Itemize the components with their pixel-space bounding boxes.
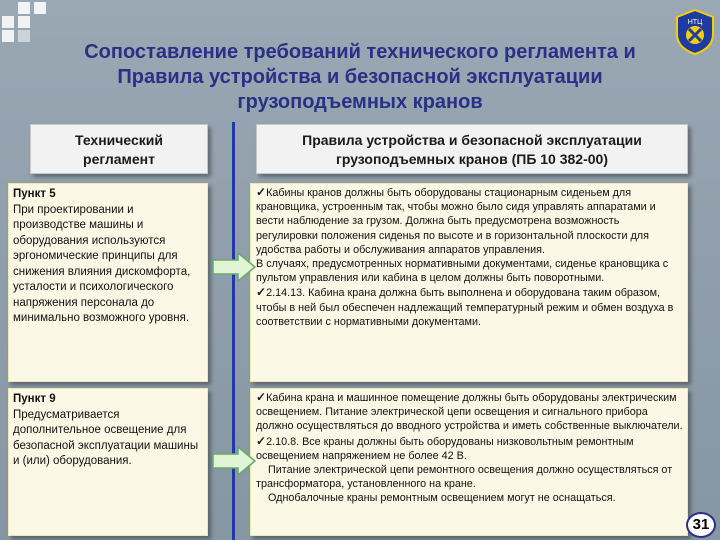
check-icon: ✓ [256,185,267,199]
row1-para-3 [256,285,683,329]
row1-para-2 [256,257,683,285]
arrow-right-icon [212,446,256,476]
header-left-line-2: регламент [83,151,155,167]
row2-clause-text: Предусматривается дополнительное освещение для безопасной эксплуатации машины и (или) оборудования. [13,408,199,467]
row2-para-3 [256,463,683,491]
row2-para-4-text: Однобалочные краны ремонтным освещением могут не оснащаться. [256,492,616,505]
header-left [30,124,208,174]
check-icon: ✓ [256,285,267,300]
header-right-line-2: грузоподъемных кранов (ПБ 10 382-00) [336,151,608,167]
row2-right-box [250,388,688,536]
check-icon: ✓ [256,433,267,448]
row1-clause-number: Пункт 5 [13,188,56,200]
arrow-right-icon [212,252,256,282]
row1-left-box [8,183,208,382]
page-number: 31 [686,512,716,538]
title-line-1: Сопоставление требований технического регламента и [84,41,636,63]
row2-para-1-text: Кабина крана и машинное помещение должны быть оборудованы электрическим освещением. Питание электрической цепи освещения и сигнального прибора должно осуществляться до вводного устройства и иметь собственные выключатели. [256,392,683,433]
row2-para-2-text: 2.10.8. Все краны должны быть оборудованы низковольтным ремонтным освещением напряжением не более 42 В. [256,435,634,462]
row2-para-3-text: Питание электрической цепи ремонтного освещения должно осуществляться от трансформатора, установленного на кране. [256,464,676,491]
row2-left-box [8,388,208,536]
page-title [30,40,690,115]
row1-para-2-text: В случаях, предусмотренных нормативными документами, сиденье крановщика с пультом управления или кабина в целом должны быть поворотными. [256,258,669,285]
row2-clause-number: Пункт 9 [13,393,56,405]
check-icon: ✓ [256,390,267,404]
row2-para-4 [256,491,683,505]
title-line-2: Правила устройства и безопасной эксплуатации [117,66,603,88]
row1-right-box [250,183,688,382]
column-divider [232,122,235,540]
row2-para-2 [256,434,683,463]
header-left-line-1: Технический [74,132,164,148]
row1-para-3-text: 2.14.13. Кабина крана должна быть выполнена и оборудована таким образом, чтобы в ней был обеспечен надлежащий температурный режим и обмен воздуха в соответствии с нормативными документами. [256,287,674,328]
row1-para-1 [256,185,683,257]
title-line-3: грузоподъемных кранов [237,91,483,113]
row1-clause-text: При проектировании и производстве машины и оборудования используются эргономические принципы для снижения влияния дискомфорта, усталости и психологического напряжения персонала до минимально возможного уровня. [13,203,191,324]
header-right-line-1: Правила устройства и безопасной эксплуатации [302,132,642,148]
row2-para-1 [256,390,683,434]
header-right [256,124,688,174]
row1-para-1-text: Кабины кранов должны быть оборудованы стационарным сиденьем для крановщика, устроенным так, чтобы можно было сидя управлять аппаратами и вести наблюдение за грузом. Должна быть предусмотрена возможность регулировки положения сиденья по высоте и в горизонтальной плоскости для удобства работы и обслуживания аппаратов управления. [256,187,656,256]
emblem-text: НТЦ [687,19,703,26]
